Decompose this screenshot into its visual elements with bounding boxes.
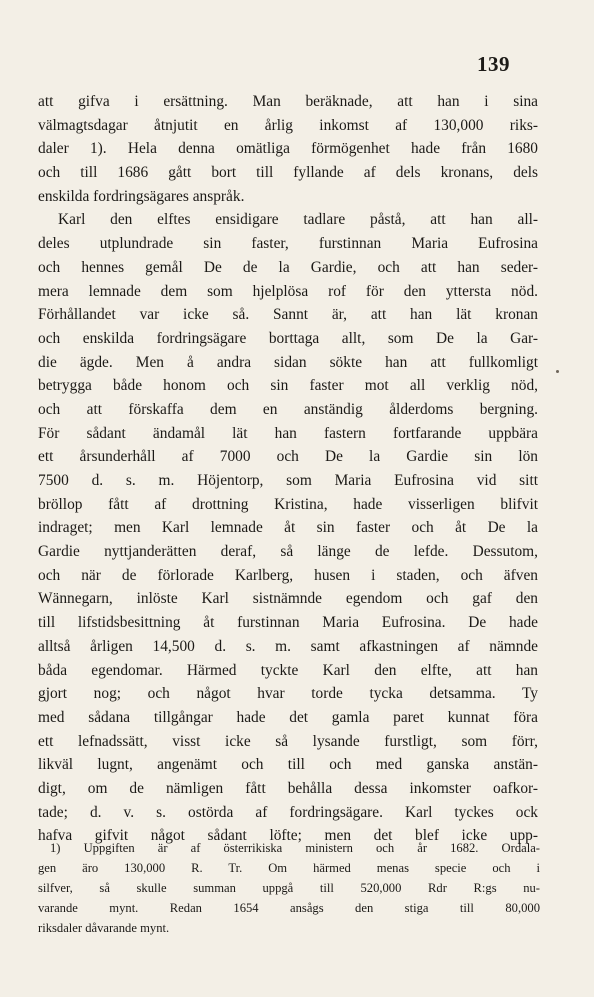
body-line: och hennes gemål De de la Gardie, och att han seder-: [38, 258, 538, 276]
body-line: båda egendomar. Härmed tyckte Karl den elfte, att han: [38, 661, 538, 679]
body-line: alltså årligen 14,500 d. s. m. samt afkastningen af nämnde: [38, 637, 538, 655]
body-line: och när de förlorade Karlberg, husen i staden, och äfven: [38, 566, 538, 584]
body-line: Förhållandet var icke så. Sannt är, att han lät kronan: [38, 306, 538, 324]
body-line: till lifstidsbesittning åt furstinnan Maria Eufrosina. De hade: [38, 614, 538, 632]
body-line: med sådana tillgångar hade det gamla paret kunnat föra: [38, 708, 538, 726]
footnotes: [38, 838, 540, 938]
body-line: tade; d. v. s. ostörda af fordringsägare. Karl tyckes ock: [38, 803, 538, 821]
body-text: [38, 90, 538, 848]
body-line: välmagtsdagar åtnjutit en årlig inkomst af 130,000 riks-: [38, 116, 538, 134]
body-line: och enskilda fordringsägare borttaga allt, som De la Gar-: [38, 329, 538, 347]
body-line: och att förskaffa dem en anständig ålderdoms bergning.: [38, 400, 538, 418]
body-line: gjort nog; och något hvar torde tycka detsamma. Ty: [38, 685, 538, 703]
body-line: deles utplundrade sin faster, furstinnan Maria Eufrosina: [38, 235, 538, 253]
body-line: Karl den elftes ensidigare tadlare påstå, att han all-: [58, 211, 538, 229]
body-line: Gardie nyttjanderätten deraf, så länge de lefde. Dessutom,: [38, 543, 538, 561]
body-line: att gifva i ersättning. Man beräknade, att han i sina: [38, 93, 538, 110]
body-line: mera lemnade dem som hjelplösa rof för den yttersta nöd.: [38, 282, 538, 300]
footnote-line: riksdaler dåvarande mynt.: [38, 921, 170, 935]
footnote-line: varande mynt. Redan 1654 ansågs den stiga till 80,000: [38, 901, 540, 915]
page-number: 139: [477, 52, 510, 76]
footnote-line: gen äro 130,000 R. Tr. Om härmed menas specie och i: [38, 861, 540, 875]
footnote-line: silfver, så skulle summan uppgå till 520,000 Rdr R:gs nu-: [38, 881, 540, 895]
body-line: och till 1686 gått bort till fyllande af dels kronans, dels: [38, 164, 538, 182]
body-line: 7500 d. s. m. Höjentorp, som Maria Eufrosina vid sitt: [38, 472, 538, 489]
body-line: ett lefnadssätt, visst icke så lysande furstligt, som förr,: [38, 732, 538, 750]
body-line: hafva gifvit något sådant löfte; men det blef icke upp-: [38, 827, 538, 845]
body-line: indraget; men Karl lemnade åt sin faster och åt De la: [38, 519, 538, 537]
body-line: enskilda fordringsägares anspråk.: [38, 187, 245, 205]
body-line: Wännegarn, inlöste Karl sistnämnde egendom och gaf den: [38, 590, 538, 608]
body-line: digt, om de nämligen fått behålla dessa inkomster oafkor-: [38, 779, 538, 797]
body-line: bröllop fått af drottning Kristina, hade visserligen blifvit: [38, 495, 538, 513]
margin-dot-mark: [556, 370, 559, 373]
body-line: daler 1). Hela denna omätliga förmögenhet hade från 1680: [38, 140, 538, 158]
body-line: die ägde. Men å andra sidan sökte han att fullkomligt: [38, 353, 538, 371]
body-line: ett årsunderhåll af 7000 och De la Gardie sin lön: [38, 448, 538, 466]
body-line: För sådant ändamål lät han fastern fortfarande uppbära: [38, 424, 538, 442]
footnote-line: 1) Uppgiften är af österrikiska ministern och år 1682. Ordala-: [50, 841, 540, 855]
body-line: betrygga både honom och sin faster mot all verklig nöd,: [38, 377, 538, 395]
body-line: likväl lugnt, angenämt och till och med ganska anstän-: [38, 756, 538, 774]
